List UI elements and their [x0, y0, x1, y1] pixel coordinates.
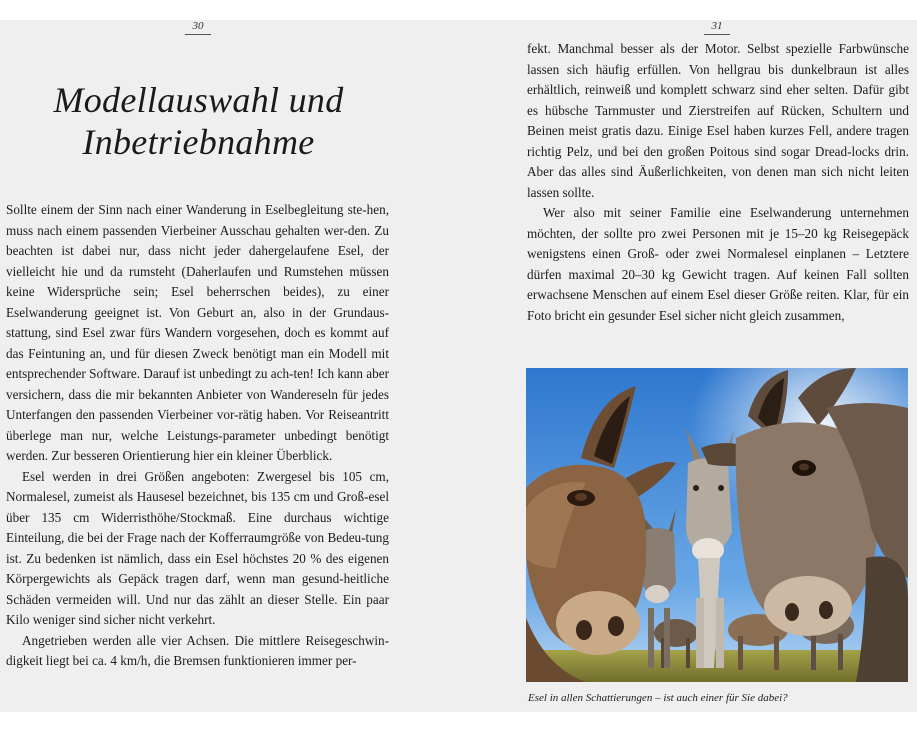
- paragraph: Wer also mit seiner Familie eine Eselwanderung unternehmen möchten, der sollte pro zwei Personen mit je 15–20 kg Reisegepäck wenigstens einen Groß- oder zwei Normalesel einplanen – Letztere dürfen maximal 20–30 kg Gewicht tragen. Auf keinen Fall sollten erwachsene Menschen auf einem Esel dieser Größe reiten. Klar, für ein Foto bricht ein gesunder Esel sicher nicht gleich zusammen,: [527, 205, 909, 323]
- folio-rule-right: [704, 34, 730, 35]
- paragraph: Esel werden in drei Größen angeboten: Zwergesel bis 105 cm, Normalesel, zumeist als Hausesel bezeichnet, bis 135 cm und Groß-esel über 135 cm Widerristhöhe/Stockmaß. Eine durchaus wichtige Einteilung, die bei der Frage nach der Kofferraumgröße von Bedeu-tung ist. Zu bedenken ist nämlich, dass ein Esel höchstes 20 % des eigenen Körpergewichts als Gepäck tragen darf, wenn man gesund-heitliche Schäden vermeiden will. Und nur das zählt an dieser Stelle. Ein paar Kilo weniger sind sicher nicht verkehrt.: [6, 468, 389, 627]
- chapter-title-line-2: Inbetriebnahme: [82, 122, 315, 162]
- gutter: [397, 20, 521, 712]
- page-number-left: 30: [192, 20, 204, 32]
- page-number-right: 31: [711, 20, 723, 32]
- folio-rule-left: [185, 34, 211, 35]
- paragraph: Sollte einem der Sinn nach einer Wanderung in Eselbegleitung ste-hen, muss nach einem passenden Vierbeiner Ausschau gehalten wer-den. Zu beachten ist dabei nur, dass nicht jeder dahergelaufene Esel, der vielleicht hie und da rumsteht (Daherlaufen und Rumstehen müssen keine Widersprüche sein; Esel beherrschen beides), zu einer Eselwanderung geeignet ist. Von Geburt an, also in der Grundaus-stattung, sind Esel zwar fürs Wandern vorgesehen, doch es kommt auf das Feintuning an, und für diesen Zweck benötigt man ein Modell mit entsprechender Software. Darauf ist unbedingt zu ach-ten! Ich kann aber versichern, dass die mir bekannten Anbieter von Wandereseln für jedes Unterfangen den passenden Vierbeiner vor-rätig haben. Vor Reiseantritt überlege man nur, welche Leistungs-parameter unbedingt benötigt werden. Zur besseren Orientierung hier ein kleiner Überblick.: [6, 202, 390, 463]
- chapter-title: [0, 79, 397, 163]
- donkey-photo: [526, 368, 908, 682]
- chapter-title-line-1: Modellauswahl und: [53, 80, 344, 120]
- paragraph: fekt. Manchmal besser als der Motor. Selbst spezielle Farbwünsche lassen sich häufig erfüllen. Von hellgrau bis dunkelbraun ist alles erhältlich, reinweiß und komplett schwarz sind eher selten. Dafür gibt es hübsche Tarnmuster und Zierstreifen auf Rücken, Schultern und Beinen meist gratis dazu. Einige Esel haben kurzes Fell, andere tragen richtig Pelz, und bei den großen Poitous sind sogar Dread-locks drin. Aber das alles sind Äußerlichkeiten, von denen man sich nicht leiten lassen sollte.: [527, 41, 909, 200]
- photo-caption: Esel in allen Schattierungen – ist auch einer für Sie dabei?: [528, 692, 788, 704]
- right-column-text: [527, 39, 909, 326]
- donkeys-illustration: [526, 368, 908, 682]
- left-column-text: [6, 200, 389, 672]
- paragraph: Angetrieben werden alle vier Achsen. Die mittlere Reisegeschwin-digkeit liegt bei ca. 4 km/h, die Bremsen funktionieren immer per-: [6, 632, 389, 668]
